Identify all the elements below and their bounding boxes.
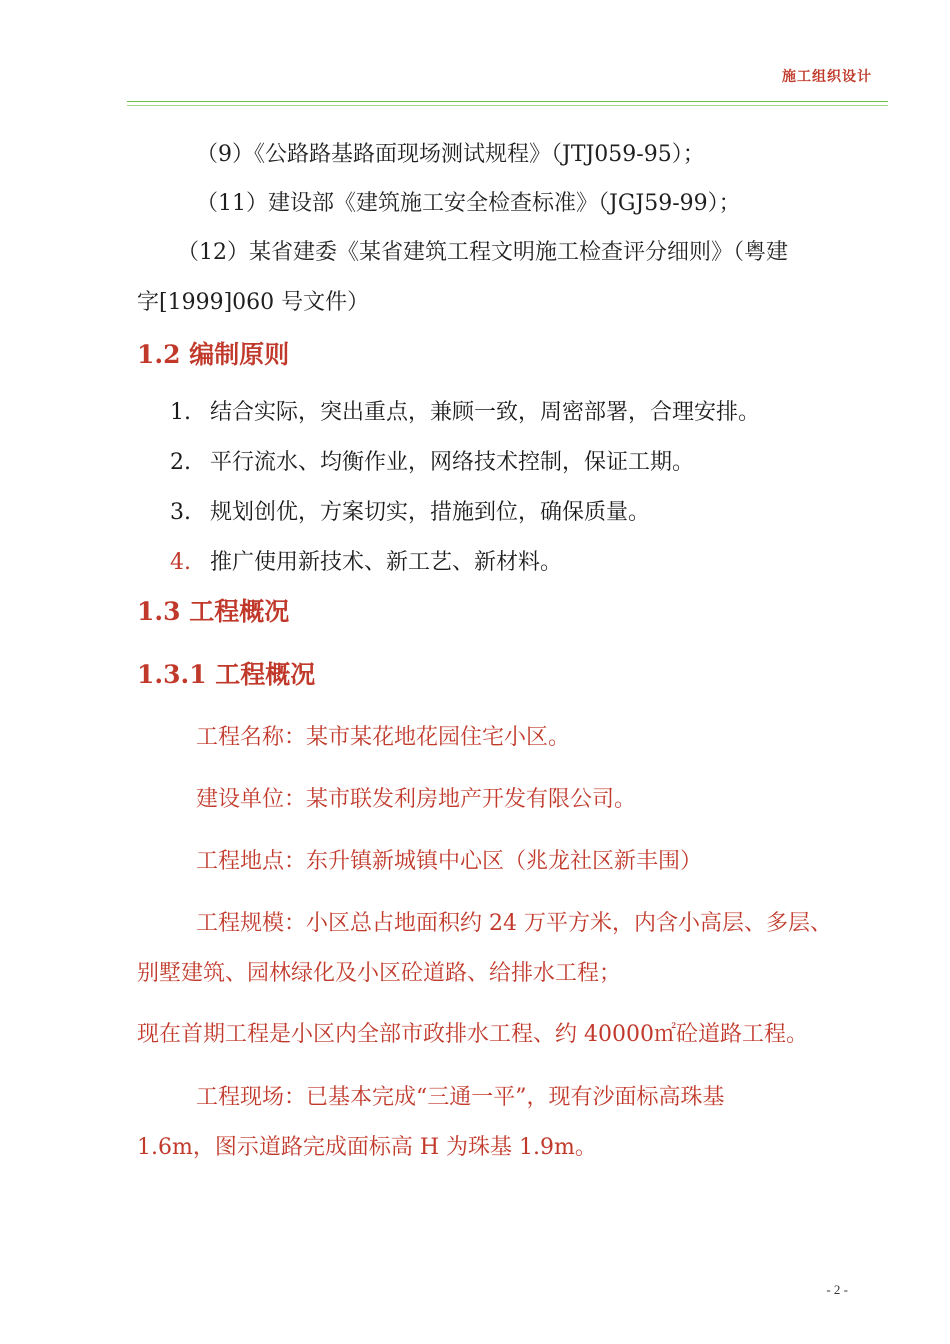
reference-12: （12）某省建委《某省建筑工程文明施工检查评分细则》（粤建	[177, 240, 788, 265]
header-rule	[127, 101, 888, 102]
section-heading-1-3: 1.3 工程概况	[137, 597, 290, 626]
principle-number: 3.	[170, 500, 191, 525]
project-site	[196, 1080, 725, 1111]
principle-item-1	[170, 395, 760, 426]
principle-item-2	[170, 445, 694, 476]
project-name-value: 某市某花地花园住宅小区。	[306, 725, 571, 750]
principle-number: 2.	[170, 450, 191, 475]
section-heading-1-3-1: 1.3.1 工程概况	[137, 660, 316, 689]
builder-unit-label: 建设单位：	[196, 787, 307, 812]
project-scale-label: 工程规模：	[196, 911, 307, 936]
page-number: - 2 -	[826, 1282, 848, 1297]
builder-unit	[196, 782, 636, 813]
project-scale	[196, 906, 832, 937]
principle-item-4	[170, 545, 562, 576]
project-name-label: 工程名称：	[196, 725, 307, 750]
project-location	[196, 844, 702, 875]
header-rule-thin	[127, 105, 888, 106]
section-heading-1-2: 1.2 编制原则	[137, 340, 290, 369]
project-location-label: 工程地点：	[196, 849, 307, 874]
reference-11: （11）建设部《建筑施工安全检查标准》（JGJ59-99）；	[196, 191, 741, 216]
project-scale-value: 小区总占地面积约 24 万平方米，内含小高层、多层、	[306, 911, 832, 936]
principle-text: 结合实际，突出重点，兼顾一致，周密部署，合理安排。	[210, 400, 761, 425]
principle-text: 推广使用新技术、新工艺、新材料。	[210, 550, 563, 575]
project-location-value: 东升镇新城镇中心区（兆龙社区新丰围）	[306, 849, 703, 874]
reference-9: （9）《公路路基路面现场测试规程》（JTJ059-95）；	[196, 142, 705, 167]
principle-number: 4.	[170, 550, 191, 575]
project-site-value: 已基本完成“三通一平”，现有沙面标高珠基	[306, 1085, 725, 1110]
project-scale-continued: 别墅建筑、园林绿化及小区砼道路、给排水工程；	[137, 961, 622, 986]
project-name	[196, 720, 570, 751]
principle-text: 平行流水、均衡作业，网络技术控制，保证工期。	[210, 450, 695, 475]
header-title: 施工组织设计	[782, 69, 872, 85]
project-site-label: 工程现场：	[196, 1085, 307, 1110]
reference-12-continued: 字[1999]060 号文件）	[137, 290, 370, 315]
builder-unit-value: 某市联发利房地产开发有限公司。	[306, 787, 637, 812]
current-phase: 现在首期工程是小区内全部市政排水工程、约 40000㎡砼道路工程。	[137, 1022, 808, 1047]
principle-number: 1.	[170, 400, 191, 425]
principle-item-3	[170, 495, 650, 526]
principle-text: 规划创优，方案切实，措施到位，确保质量。	[210, 500, 651, 525]
project-site-continued: 1.6m，图示道路完成面标高 H 为珠基 1.9m。	[137, 1135, 597, 1160]
